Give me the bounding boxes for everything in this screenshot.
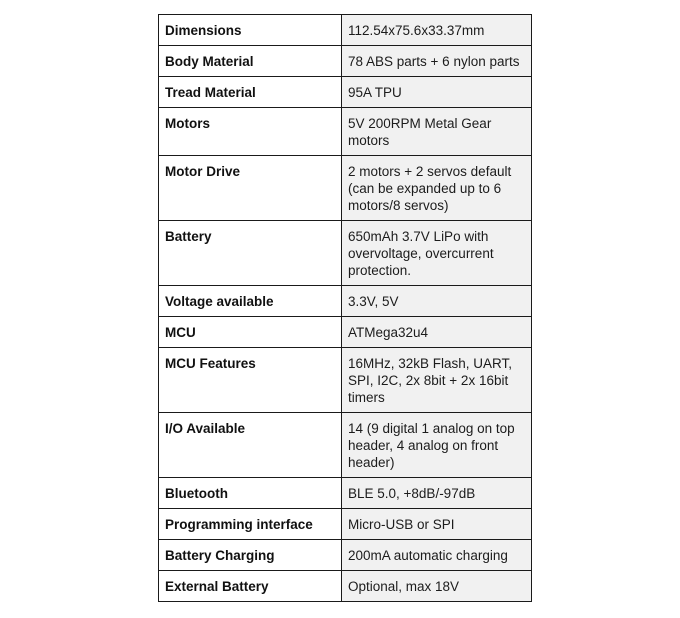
row-value: 3.3V, 5V: [342, 286, 532, 317]
table-row: [159, 571, 532, 602]
row-value: 2 motors + 2 servos default (can be expanded up to 6 motors/8 servos): [342, 156, 532, 221]
row-value: 112.54x75.6x33.37mm: [342, 15, 532, 46]
row-value: 5V 200RPM Metal Gear motors: [342, 108, 532, 156]
row-label: MCU: [159, 317, 342, 348]
row-value: ATMega32u4: [342, 317, 532, 348]
table-row: [159, 77, 532, 108]
table-row: [159, 413, 532, 478]
row-value: 78 ABS parts + 6 nylon parts: [342, 46, 532, 77]
row-value: 95A TPU: [342, 77, 532, 108]
row-label: Tread Material: [159, 77, 342, 108]
row-value: 16MHz, 32kB Flash, UART, SPI, I2C, 2x 8bit + 2x 16bit timers: [342, 348, 532, 413]
table-row: [159, 15, 532, 46]
table-row: [159, 156, 532, 221]
spec-table: [158, 14, 532, 602]
row-label: Battery Charging: [159, 540, 342, 571]
row-label: Voltage available: [159, 286, 342, 317]
table-row: [159, 348, 532, 413]
row-value: Micro-USB or SPI: [342, 509, 532, 540]
row-label: Battery: [159, 221, 342, 286]
table-row: [159, 509, 532, 540]
table-row: [159, 286, 532, 317]
row-label: External Battery: [159, 571, 342, 602]
row-value: Optional, max 18V: [342, 571, 532, 602]
row-value: 200mA automatic charging: [342, 540, 532, 571]
table-row: [159, 221, 532, 286]
table-row: [159, 478, 532, 509]
row-label: Dimensions: [159, 15, 342, 46]
row-label: I/O Available: [159, 413, 342, 478]
table-row: [159, 317, 532, 348]
row-value: 14 (9 digital 1 analog on top header, 4 analog on front header): [342, 413, 532, 478]
table-row: [159, 108, 532, 156]
row-label: Programming interface: [159, 509, 342, 540]
row-label: Body Material: [159, 46, 342, 77]
row-label: Motor Drive: [159, 156, 342, 221]
row-label: Motors: [159, 108, 342, 156]
row-label: MCU Features: [159, 348, 342, 413]
row-value: 650mAh 3.7V LiPo with overvoltage, overcurrent protection.: [342, 221, 532, 286]
table-row: [159, 46, 532, 77]
row-label: Bluetooth: [159, 478, 342, 509]
table-row: [159, 540, 532, 571]
row-value: BLE 5.0, +8dB/-97dB: [342, 478, 532, 509]
